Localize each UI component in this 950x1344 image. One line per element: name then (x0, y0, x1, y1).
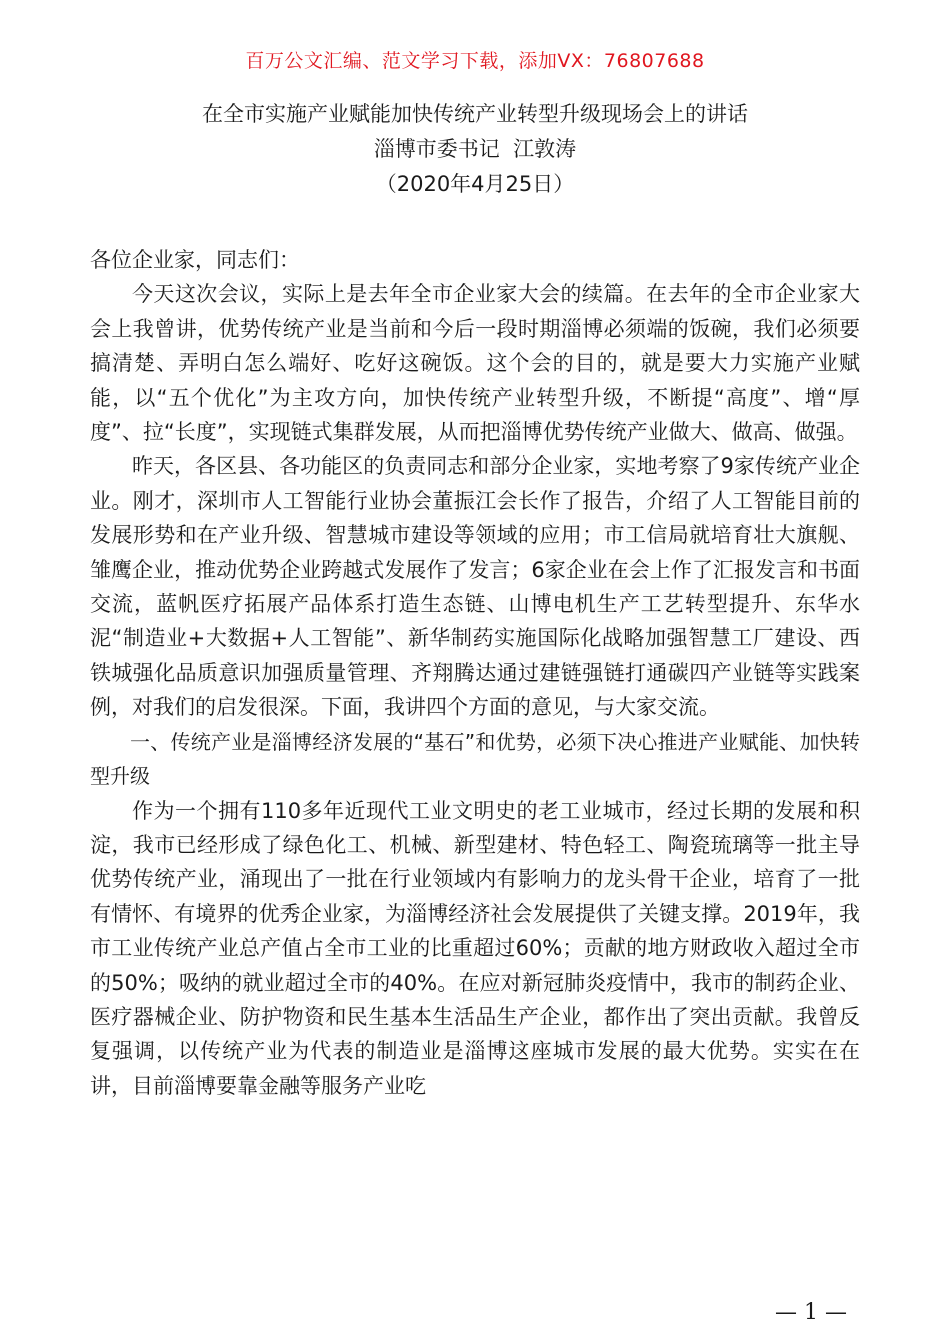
document-author: 淄博市委书记 江敦涛 (373, 137, 577, 161)
salutation: 各位企业家，同志们： (90, 248, 300, 272)
document-title: 在全市实施产业赋能加快传统产业转型升级现场会上的讲话 (202, 102, 748, 126)
header-ad-text: 百万公文汇编、范文学习下载，添加VX：76807688 (245, 50, 705, 72)
document-date: （2020年4月25日） (375, 172, 575, 196)
page-number: — 1 — (775, 1300, 847, 1325)
paragraph-1: 今天这次会议，实际上是去年全市企业家大会的续篇。在去年的全市企业家大会上我曾讲，优势传统产业是当前和今后一段时期淄博必须端的饭碗，我们必须要搞清楚、弄明白怎么端好、吃好这碗饭。这个会的目的，就是要大力实施产业赋能，以“五个优化”为主攻方向，加快传统产业转型升级，不断提“高度”、增“厚度”、拉“长度”，实现链式集群发展，从而把淄博优势传统产业做大、做高、做强。 (90, 282, 860, 445)
title-block (0, 97, 950, 202)
section-heading-1: 一、传统产业是淄博经济发展的“基石”和优势，必须下决心推进产业赋能、加快转型升级 (90, 729, 860, 789)
document-body (90, 243, 860, 1103)
paragraph-2: 昨天，各区县、各功能区的负责同志和部分企业家，实地考察了9家传统产业企业。刚才，深圳市人工智能行业协会董振江会长作了报告，介绍了人工智能目前的发展形势和在产业升级、智慧城市建设等领域的应用；市工信局就培育壮大旗舰、雏鹰企业，推动优势企业跨越式发展作了发言；6家企业在会上作了汇报发言和书面交流，蓝帆医疗拓展产品体系打造生态链、山博电机生产工艺转型提升、东华水泥“制造业+大数据+人工智能”、新华制药实施国际化战略加强智慧工厂建设、西铁城强化品质意识加强质量管理、齐翔腾达通过建链强链打通碳四产业链等实践案例，对我们的启发很深。下面，我讲四个方面的意见，与大家交流。 (90, 454, 860, 720)
section-paragraph-1: 作为一个拥有110多年近现代工业文明史的老工业城市，经过长期的发展和积淀，我市已经形成了绿色化工、机械、新型建材、特色轻工、陶瓷琉璃等一批主导优势传统产业，涌现出了一批在行业领域内有影响力的龙头骨干企业，培育了一批有情怀、有境界的优秀企业家，为淄博经济社会发展提供了关键支撑。2019年，我市工业传统产业总产值占全市工业的比重超过60%；贡献的地方财政收入超过全市的50%；吸纳的就业超过全市的40%。在应对新冠肺炎疫情中，我市的制药企业、医疗器械企业、防护物资和民生基本生活品生产企业，都作出了突出贡献。我曾反复强调，以传统产业为代表的制造业是淄博这座城市发展的最大优势。实实在在讲，目前淄博要靠金融等服务产业吃 (90, 798, 860, 1098)
